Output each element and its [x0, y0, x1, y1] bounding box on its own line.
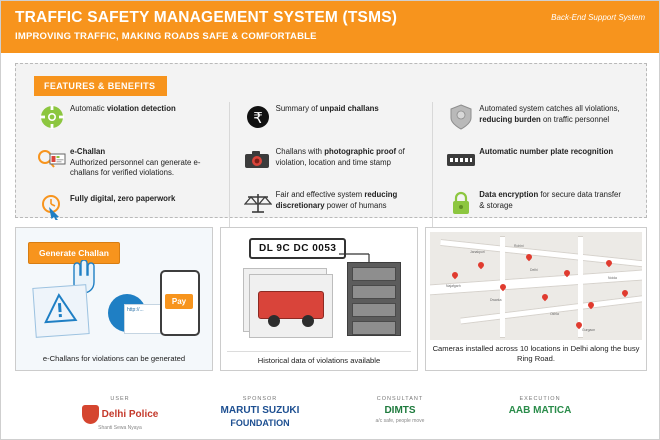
feature-text: [276, 188, 423, 211]
feature-text-plain: Automatic: [70, 104, 107, 113]
feature-item: [443, 188, 628, 218]
footer-item-user: [65, 396, 175, 431]
footer-caption: USER: [110, 396, 130, 402]
police-badge-icon: [82, 405, 99, 424]
footer-logo-sub: Shanti Sewa Nyaya: [98, 425, 142, 431]
map-label: Noida: [608, 276, 617, 280]
footer-item-execution: [485, 396, 595, 418]
footer-logo-sub: FOUNDATION: [230, 418, 290, 428]
feature-text: [70, 102, 176, 115]
server-bay: [352, 267, 396, 281]
feature-item: [443, 102, 628, 132]
feature-text-bold: reducing burden: [479, 114, 541, 124]
lock-icon: [443, 188, 479, 218]
feature-text-bold: reducing discretionary: [275, 190, 398, 210]
feature-text-after: on traffic personnel: [540, 114, 610, 124]
generate-challan-button[interactable]: Generate Challan: [28, 242, 120, 264]
footer-caption: CONSULTANT: [376, 396, 424, 402]
card-camera-locations: [425, 227, 647, 371]
scales-icon: [240, 188, 276, 218]
feature-text-plain: Fair and effective system: [275, 190, 365, 199]
header-note: Back-End Support System: [551, 13, 645, 22]
feature-text-bold: Fully digital, zero paperwork: [70, 193, 176, 203]
feature-item: [240, 145, 423, 175]
camera-pin[interactable]: [451, 271, 459, 279]
footer-caption: SPONSOR: [242, 396, 278, 402]
footer-logo-text: AAB MATICA: [508, 405, 572, 416]
feature-item: [34, 145, 219, 179]
feature-item: [34, 192, 219, 222]
feature-text: [70, 192, 175, 205]
map-label: Delhi: [530, 268, 538, 272]
feature-text: [70, 145, 219, 179]
features-column-3: [433, 102, 638, 235]
rupee-icon: [240, 102, 276, 132]
card-caption: e-Challans for violations can be generated: [42, 354, 186, 363]
feature-text: [276, 145, 423, 168]
feature-text: [479, 188, 628, 211]
cards-row: [15, 227, 647, 371]
server-bay: [352, 303, 396, 317]
challan-document: [32, 284, 89, 338]
number-plate-icon: [443, 145, 479, 175]
feature-text-after: power of humans: [324, 200, 387, 210]
feature-item: [34, 102, 219, 132]
footer-logo-sub: a/c safe, people move: [375, 418, 425, 424]
features-columns: [16, 102, 646, 235]
card-generate-challan: [15, 227, 213, 371]
footer-logo-text: MARUTI SUZUKI: [220, 405, 300, 416]
camera-pin[interactable]: [541, 293, 549, 301]
footer-logo-text: Delhi Police: [101, 408, 159, 420]
cursor-clock-icon: [34, 192, 70, 222]
header-banner: [1, 1, 659, 53]
feature-item: [240, 188, 423, 218]
server-bay: [352, 285, 396, 299]
server-bay: [352, 321, 396, 335]
page-title: TRAFFIC SAFETY MANAGEMENT SYSTEM (TSMS): [15, 9, 398, 26]
number-plate-value: DL 9C DC 0053: [249, 238, 346, 259]
feature-text: [276, 102, 379, 115]
gear-violation-icon: [34, 102, 70, 132]
police-badge-icon: [443, 102, 479, 132]
challan-link-note: http://...: [124, 304, 164, 334]
card-caption: Cameras installed across 10 locations in Delhi along the busy Ring Road.: [432, 344, 640, 363]
map-label: Janakpuri: [470, 250, 485, 254]
feature-text-after: of violation, location and time stamp: [275, 147, 405, 167]
feature-text: [479, 145, 613, 158]
map-road: [460, 294, 642, 324]
feature-text-bold: photographic proof: [324, 147, 397, 156]
echallan-icon: [34, 145, 70, 175]
footer-item-sponsor: [205, 396, 315, 429]
pay-button[interactable]: Pay: [165, 294, 193, 309]
violation-photo-front: [249, 274, 333, 338]
feature-text-plain: Authorized personnel can generate e-challans for verified violations.: [70, 157, 201, 177]
card-caption: Historical data of violations available: [227, 351, 411, 366]
camera-pin[interactable]: [477, 261, 485, 269]
footer-logo-text: DIMTS: [384, 405, 416, 416]
mobile-phone: [160, 270, 200, 336]
map-label: Rohini: [514, 244, 524, 248]
feature-text-bold: violation detection: [106, 104, 176, 113]
feature-text-after: for secure data transfer & storage: [479, 190, 621, 210]
map-label: Okhla: [550, 312, 559, 316]
feature-item: [443, 145, 628, 175]
footer-logos: [1, 396, 659, 431]
feature-text: [479, 102, 628, 125]
feature-text-plain: Summary of: [275, 104, 320, 113]
features-column-2: [229, 102, 434, 235]
footer-item-consultant: [345, 396, 455, 424]
feature-text-bold: Automatic number plate recognition: [479, 147, 614, 156]
feature-item: [240, 102, 423, 132]
footer-caption: EXECUTION: [519, 396, 561, 402]
svg-text:₹: ₹: [252, 109, 263, 127]
map-label: Dwarka: [490, 298, 502, 302]
feature-text-bold: Data encryption: [479, 190, 539, 199]
features-column-1: [24, 102, 229, 235]
server-rack: [347, 262, 401, 336]
camera-icon: [240, 145, 276, 175]
map-label: Najafgarh: [446, 284, 461, 288]
car-wheels-icon: [260, 313, 322, 331]
page-subtitle: IMPROVING TRAFFIC, MAKING ROADS SAFE & COMFORTABLE: [15, 31, 317, 42]
features-tab-label: FEATURES & BENEFITS: [34, 76, 167, 96]
feature-text-bold: unpaid challans: [319, 104, 379, 113]
logo-row: [65, 405, 175, 424]
feature-text-plain: Challans with: [275, 147, 325, 156]
feature-title: e-Challan: [70, 147, 106, 156]
map-label: Gurgaon: [582, 328, 596, 332]
feature-text-plain: Automated system catches all violations,: [479, 104, 620, 113]
features-panel: [15, 63, 647, 218]
delhi-map: [430, 232, 642, 340]
card-historical-data: [220, 227, 418, 371]
